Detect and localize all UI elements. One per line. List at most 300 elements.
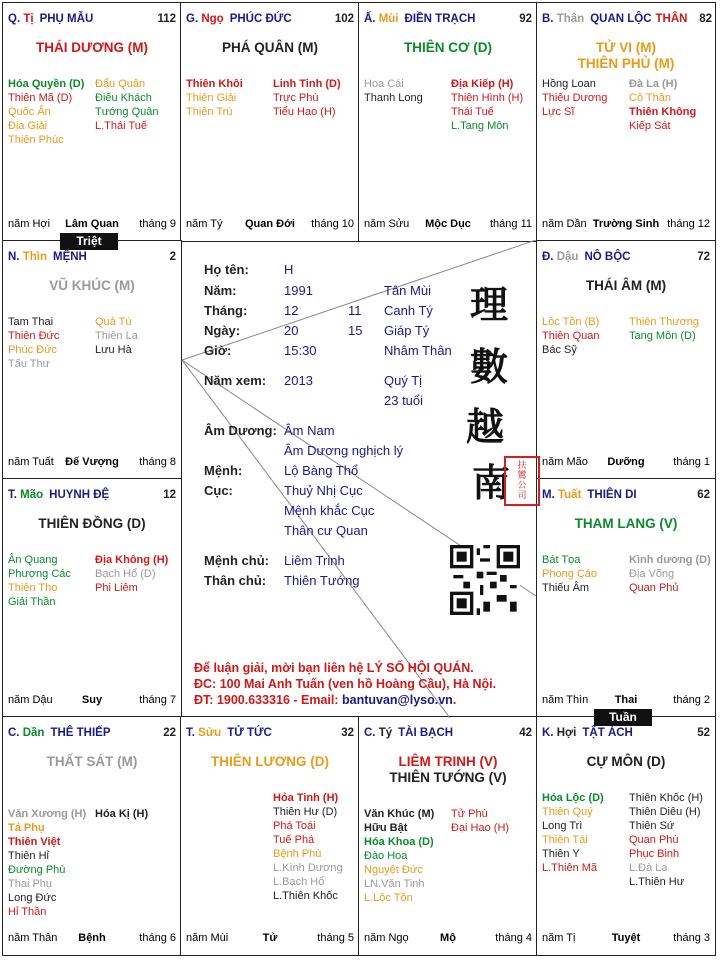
minor-star: Phi Liêm [95,582,138,594]
palace-number: 2 [169,251,176,263]
thang-value: 12 [284,303,299,318]
palace-name: PHÚC ĐỨC [229,13,292,25]
nam-xem-value: 2013 [284,373,313,388]
minor-star: Đại Hao (H) [451,822,510,834]
palace-header [186,727,272,739]
minor-star: L.Thiên Khốc [273,890,338,902]
life-stage: Tuyệt [611,932,641,944]
main-stars [537,516,715,532]
minor-star: Thiên Hỉ [8,850,49,862]
main-star: THIÊN TƯỚNG (V) [389,770,507,785]
minor-star: Thiên Việt [8,836,61,848]
minor-star: Thanh Long [364,92,423,104]
minor-star: Tang Môn (D) [629,330,696,342]
year-label: năm Tị [542,932,576,944]
contact-email-link[interactable]: bantuvan@lyso.vn [342,693,453,707]
minor-star: L.Đà La [629,862,668,874]
year-label: năm Ngọ [364,932,409,944]
minor-star: Thiếu Âm [542,582,590,594]
month-label: tháng 3 [673,932,710,944]
red-seal-stamp [504,456,540,506]
palace-footer [542,932,710,945]
palace-cell-mao[interactable] [2,478,182,718]
thang-canchi: Canh Tý [384,303,433,318]
month-label: tháng 6 [139,932,176,944]
minor-star: Thiên Hình (H) [451,92,524,104]
minor-star: Thiên Y [542,848,580,860]
life-stage: Đế Vượng [65,456,119,468]
cuc-note1: Mệnh khắc Cục [284,503,375,518]
minor-stars-left [186,77,243,119]
palace-can: K. [542,727,554,739]
nam-label: Năm: [204,283,237,298]
palace-footer [8,932,176,945]
cuc-value: Thuỷ Nhị Cục [284,483,363,498]
minor-star: Thái Tuế [451,106,494,118]
minor-star: Thiên Quý [542,806,593,818]
main-star: THẤT SÁT (M) [46,754,138,769]
year-label: năm Mão [542,456,588,468]
minor-stars-right [273,77,341,119]
minor-star: Thiên Khốc (H) [629,792,703,804]
main-stars [181,754,359,770]
minor-star: Thiên Đức [8,330,60,342]
month-label: tháng 8 [139,456,176,468]
minor-stars-right [629,553,711,595]
ngay-canchi: Giáp Tý [384,323,430,338]
palace-cell-mui[interactable] [358,2,538,242]
contact-line-3 [194,692,496,708]
minor-stars-right [95,77,159,133]
palace-chi: Thân [556,13,585,25]
minor-star: Hóa Lộc (D) [542,792,604,804]
minor-star: Long Trì [542,820,583,832]
minor-star: L.Bạch Hổ [273,876,325,888]
minor-star: Nguyệt Đức [364,864,423,876]
minor-stars-left [8,315,59,371]
palace-header [364,13,475,25]
minor-star: Thiên Giải [186,92,237,104]
main-star: THIÊN LƯƠNG (D) [211,754,329,769]
palace-number: 32 [341,727,354,739]
cuc-note2: Thân cư Quan [284,523,368,538]
minor-star: Kiếp Sát [629,120,671,132]
year-label: năm Sửu [364,218,410,230]
palace-chi: Mùi [378,13,399,25]
palace-can: Q. [8,13,21,25]
palace-header [8,489,109,501]
tuoi-value: 23 tuổi [384,393,424,408]
minor-star: Hồng Loan [542,78,596,90]
minor-star: L.Thiên Hư [629,876,685,888]
minor-star: Quả Tú [95,316,132,328]
minor-star: Thiên Trù [186,106,233,118]
palace-footer [542,694,710,707]
palace-number: 112 [157,13,176,25]
palace-name: MỆNH [52,251,87,263]
minor-star: Thiên Diêu (H) [629,806,701,818]
palace-footer [364,932,532,945]
palace-footer [8,694,176,707]
palace-name: QUAN LỘC [590,13,652,25]
minor-star: Bác Sỹ [542,344,577,356]
contact-period: . [452,693,457,707]
minor-star: Cô Thần [629,92,671,104]
minor-star: Bát Tọa [542,554,581,566]
palace-header [542,251,630,263]
main-stars [3,40,181,56]
palace-footer [364,218,532,231]
life-stage: Tử [262,932,278,944]
month-label: tháng 5 [317,932,354,944]
minor-star: Điếu Khách [95,92,152,104]
main-star: THIÊN ĐỒNG (D) [38,516,146,531]
year-label: năm Mùi [186,932,229,944]
palace-chi: Sửu [198,727,222,739]
minor-star: Quan Phủ [629,582,679,594]
minor-star: L.Tang Môn [451,120,509,132]
year-label: năm Tuất [8,456,54,468]
minor-stars-left [364,77,423,105]
minor-stars-left [542,791,604,875]
am-duong-value: Âm Nam [284,423,335,438]
minor-star: Thai Phụ [8,878,53,890]
minor-star: Địa Giải [8,120,48,132]
gio-canchi: Nhâm Thân [384,343,452,358]
palace-cell-tuat[interactable] [536,478,716,718]
month-label: tháng 4 [495,932,532,944]
minor-star: Thiên Khôi [186,78,243,90]
minor-star: Đẩu Quân [95,78,146,90]
palace-cell-ngo[interactable] [180,2,360,242]
palace-than-marker: THÂN [655,13,688,25]
palace-cell-dan[interactable] [2,716,182,956]
month-label: tháng 1 [673,456,710,468]
palace-can: T. [186,727,195,739]
minor-star: Văn Xương (H) [8,808,87,820]
palace-cell-thin[interactable] [2,240,182,480]
minor-star: Hóa Khoa (D) [364,836,434,848]
minor-star: Thiên Tài [542,834,588,846]
palace-footer [186,218,354,231]
main-stars [537,278,715,294]
minor-stars-right [451,77,523,133]
minor-star: Quan Phù [629,834,679,846]
palace-can: B. [542,13,554,25]
palace-number: 62 [697,489,710,501]
minor-star: Linh Tinh (D) [273,78,341,90]
menh-chu-label: Mệnh chủ: [204,553,269,568]
minor-stars-right [273,791,343,903]
palace-chi: Thìn [22,251,47,263]
palace-header [8,727,111,739]
month-label: tháng 2 [673,694,710,706]
palace-can: G. [186,13,199,25]
nam-xem-canchi: Quý Tị [384,373,423,388]
minor-star: Tuế Phá [273,834,315,846]
main-star: VŨ KHÚC (M) [49,278,135,293]
minor-stars-right [95,315,138,357]
thang-am: 11 [348,303,362,318]
minor-stars-right [629,77,696,133]
life-stage: Mộc Dục [425,218,471,230]
calligraphy-char-3: 越 [466,404,505,449]
minor-star: Bạch Hổ (D) [95,568,156,580]
calligraphy-char-2: 數 [470,344,509,389]
minor-star: Thiên Mã (D) [8,92,73,104]
palace-header [542,13,687,25]
year-label: năm Thìn [542,694,589,706]
minor-star: Trực Phù [273,92,319,104]
palace-can: C. [364,727,376,739]
palace-can: N. [8,251,20,263]
palace-can: Đ. [542,251,554,263]
gio-value: 15:30 [284,343,317,358]
tuan-tag: Tuần [594,709,652,726]
minor-star: Bệnh Phù [273,848,322,860]
minor-star: Phượng Các [8,568,71,580]
than-chu-label: Thân chủ: [204,573,267,588]
palace-name: ĐIỀN TRẠCH [404,13,476,25]
month-label: tháng 12 [667,218,710,230]
palace-footer [8,218,176,231]
cuc-label: Cục: [204,483,233,498]
minor-star: Thiên Hư (D) [273,806,338,818]
minor-star: Hữu Bật [364,822,408,834]
minor-star: Phục Binh [629,848,680,860]
palace-name: NÔ BỘC [584,251,631,263]
minor-star: Giải Thần [8,596,56,608]
palace-chi: Tị [23,13,34,25]
contact-line-2: ĐC: 100 Mai Anh Tuấn (ven hồ Hoàng Cầu), Hà Nội. [194,677,497,691]
life-stage: Thai [614,694,638,706]
minor-star: Phúc Đức [8,344,57,356]
minor-star: Tả Phụ [8,822,45,834]
minor-star: Đà La (H) [629,78,678,90]
minor-stars-right [451,807,509,835]
month-label: tháng 10 [311,218,354,230]
palace-chi: Hợi [556,727,577,739]
minor-star: L.Lộc Tồn [364,892,413,904]
palace-number: 92 [519,13,532,25]
palace-name: TẬT ÁCH [582,727,633,739]
palace-cell-than[interactable] [536,2,716,242]
minor-star: Địa Không (H) [95,554,169,566]
life-stage: Mộ [440,932,456,944]
am-duong-note: Âm Dương nghịch lý [284,443,404,458]
palace-chi: Tuất [557,489,582,501]
year-label: năm Thân [8,932,58,944]
seal-char: 公 [517,481,527,491]
palace-chi: Mão [20,489,44,501]
gio-label: Giờ: [204,343,232,358]
center-info [180,240,538,718]
palace-name: PHỤ MẪU [39,13,94,25]
palace-footer [542,456,710,469]
palace-cell-hoi[interactable] [536,716,716,956]
year-label: năm Dần [542,218,587,230]
minor-star: Hỉ Thần [8,906,47,918]
palace-chi: Dậu [556,251,579,263]
ngay-value: 20 [284,323,299,338]
palace-footer [542,218,710,231]
main-star: THAM LANG (V) [574,516,678,531]
minor-star: Thiên Thọ [8,582,58,594]
main-stars [537,754,715,770]
ho-ten-value: H [284,262,294,277]
year-label: năm Hợi [8,218,51,230]
ngay-label: Ngày: [204,323,241,338]
minor-star: Phong Cáo [542,568,598,580]
minor-star: Ân Quang [8,554,58,566]
main-star: LIÊM TRINH (V) [398,754,498,769]
minor-stars-right [629,315,699,343]
contact-line-1: Để luận giải, mời bạn liên hệ LÝ SỐ HỘI QUÁN. [194,661,474,675]
menh-label: Mệnh: [204,463,243,478]
nam-value: 1991 [284,283,313,298]
minor-star: Tướng Quân [95,106,159,118]
calligraphy-char-4: 南 [472,460,511,505]
year-label: năm Tý [186,218,223,230]
minor-star: LN.Văn Tinh [364,878,425,890]
palace-header [542,489,637,501]
thang-label: Tháng: [204,303,248,318]
main-star: THÁI DƯƠNG (M) [36,40,148,55]
main-star: THÁI ÂM (M) [585,278,667,293]
palace-header [8,13,93,25]
palace-name: HUYNH ĐỆ [49,489,110,501]
main-stars [3,516,181,532]
minor-star: Phá Toái [273,820,316,832]
contact-phone: ĐT: 1900.633316 - Email: [194,693,342,707]
palace-cell-dau[interactable] [536,240,716,480]
minor-star: Địa Võng [629,568,675,580]
palace-can: T. [8,489,17,501]
palace-footer [8,456,176,469]
minor-star: Tấu Thư [8,358,51,370]
minor-star: L.Kình Dương [273,862,343,874]
calligraphy-char-1: 理 [470,282,509,327]
main-stars [3,278,181,294]
than-chu-value: Thiên Tướng [284,573,360,588]
minor-stars-right [95,807,148,821]
minor-star: Đào Hoa [364,850,408,862]
minor-star: Long Đức [8,892,57,904]
palace-cell-ty2[interactable] [358,716,538,956]
palace-footer [186,932,354,945]
palace-header [8,251,87,263]
palace-name: THÊ THIẾP [50,727,111,739]
minor-stars-right [629,791,703,889]
minor-star: L.Thái Tuế [95,120,147,132]
minor-stars-left [542,77,607,119]
palace-name: THIÊN DI [587,489,637,501]
palace-number: 72 [697,251,710,263]
palace-name: TỬ TỨC [227,727,272,739]
minor-star: Tử Phù [451,808,488,820]
ngay-am: 15 [348,323,363,338]
palace-number: 22 [163,727,176,739]
minor-star: Kình dương (D) [629,554,711,566]
minor-star: Hoa Cái [364,78,404,90]
minor-stars-right [95,553,168,595]
menh-value: Lộ Bàng Thổ [284,463,359,478]
minor-star: Thiên La [95,330,138,342]
palace-name: TÀI BẠCH [398,727,454,739]
minor-star: Lưu Hà [95,344,132,356]
minor-star: Địa Kiếp (H) [451,78,514,90]
palace-number: 12 [163,489,176,501]
minor-stars-left [8,553,71,609]
main-stars [359,40,537,56]
minor-star: L.Thiên Mã [542,862,598,874]
contact-info [194,660,496,708]
palace-header [186,13,292,25]
life-stage: Suy [81,694,103,706]
month-label: tháng 9 [139,218,176,230]
main-stars [537,40,715,72]
palace-number: 82 [699,13,712,25]
palace-number: 102 [334,13,354,25]
palace-chi: Tý [378,727,393,739]
palace-chi: Ngọ [201,13,224,25]
qr-code [450,545,520,615]
main-star: THIÊN PHỦ (M) [577,56,675,71]
palace-chi: Dần [22,727,45,739]
seal-char: 司 [517,491,527,501]
life-stage: Trường Sinh [592,218,660,230]
minor-star: Văn Khúc (M) [364,808,435,820]
palace-number: 42 [519,727,532,739]
nam-canchi: Tân Mùi [384,283,431,298]
month-label: tháng 11 [489,218,532,230]
palace-can: M. [542,489,555,501]
minor-star: Thiên Quan [542,330,600,342]
minor-star: Lộc Tồn (B) [542,316,600,328]
minor-star: Tam Thai [8,316,54,328]
year-label: năm Dậu [8,694,53,706]
minor-star: Hóa Quyền (D) [8,78,85,90]
main-stars [181,40,359,56]
palace-can: C. [8,727,20,739]
main-star: CỰ MÔN (D) [586,754,666,769]
palace-number: 52 [697,727,710,739]
palace-cell-suu[interactable] [180,716,360,956]
seal-char: 鸞 [517,471,527,481]
seal-char: 扶 [517,461,527,471]
month-label: tháng 7 [139,694,176,706]
minor-star: Thiên Thương [629,316,700,328]
main-stars [3,754,181,770]
menh-chu-value: Liêm Trinh [284,553,345,568]
life-stage: Lâm Quan [65,218,119,230]
minor-star: Thiếu Dương [542,92,608,104]
minor-stars-left [542,315,599,357]
minor-star: Thiên Không [629,106,697,118]
minor-stars-left [8,807,86,919]
minor-star: Hóa Kị (H) [95,808,149,820]
triet-tag: Triệt [60,233,118,250]
minor-star: Tiểu Hao (H) [273,106,336,118]
minor-star: Thiên Phúc [8,134,64,146]
main-star: PHÁ QUÂN (M) [222,40,318,55]
palace-cell-ty[interactable] [2,2,182,242]
palace-header [542,727,633,739]
main-star: THIÊN CƠ (D) [403,40,492,55]
life-stage: Dưỡng [607,456,645,468]
life-stage: Bệnh [78,932,106,944]
ho-ten-label: Họ tên: [204,262,249,277]
